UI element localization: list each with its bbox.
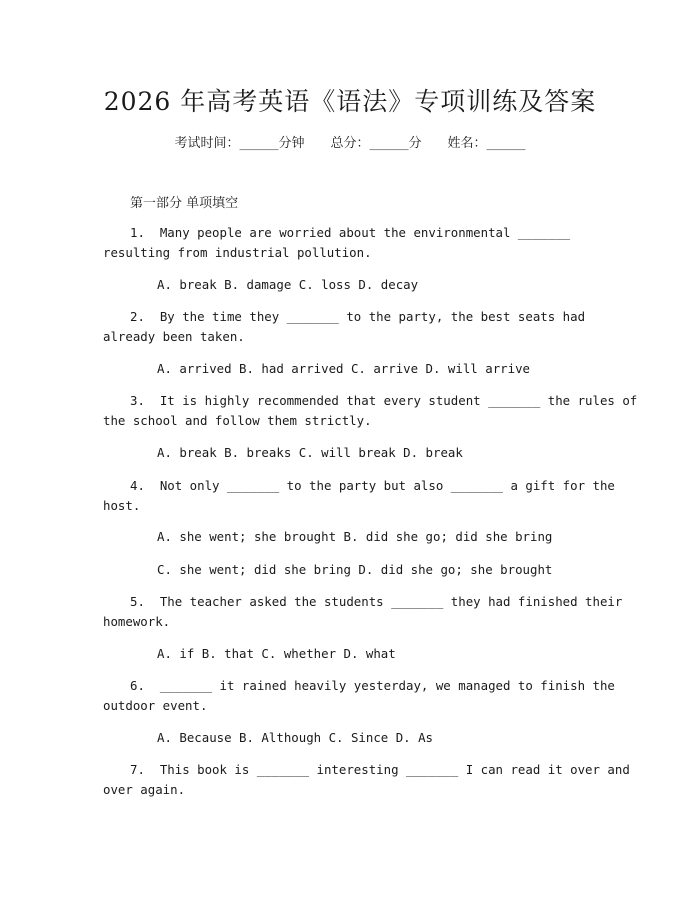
question-5-line-1: 5. The teacher asked the students _______ they had finished their: [130, 594, 623, 609]
score-blank: ______: [369, 136, 409, 151]
time-unit: 分钟: [278, 136, 305, 151]
name-blank: ______: [486, 136, 526, 151]
question-2-line-1: 2. By the time they _______ to the party, the best seats had: [130, 309, 586, 324]
question-2-line-2: already been taken.: [103, 329, 245, 344]
question-4-line-1: 4. Not only _______ to the party but also _______ a gift for the: [130, 478, 615, 493]
question-1-options: A. break B. damage C. loss D. decay: [157, 277, 419, 292]
question-4-options-2: C. she went; did she bring D. did she go; she brought: [157, 562, 553, 577]
time-blank: ______: [239, 136, 279, 151]
question-7-line-2: over again.: [103, 782, 186, 797]
question-6-options: A. Because B. Although C. Since D. As: [157, 730, 434, 745]
question-4-options-1: A. she went; she brought B. did she go; did she bring: [157, 529, 553, 544]
question-7-line-1: 7. This book is _______ interesting _______ I can read it over and: [130, 762, 630, 777]
question-5-options: A. if B. that C. whether D. what: [157, 646, 396, 661]
question-2-options: A. arrived B. had arrived C. arrive D. will arrive: [157, 361, 530, 376]
question-6-line-2: outdoor event.: [103, 698, 208, 713]
page-title: 2026 年高考英语《语法》专项训练及答案: [103, 87, 597, 116]
question-1-line-2: resulting from industrial pollution.: [103, 245, 372, 260]
time-label: 考试时间：: [174, 136, 240, 151]
question-3-line-2: the school and follow them strictly.: [103, 413, 372, 428]
name-label: 姓名：: [447, 136, 487, 151]
question-3-line-1: 3. It is highly recommended that every student _______ the rules of: [130, 393, 638, 408]
question-3-options: A. break B. breaks C. will break D. break: [157, 445, 463, 460]
question-1-line-1: 1. Many people are worried about the environmental _______: [130, 225, 571, 240]
question-4-line-2: host.: [103, 498, 141, 513]
exam-info-row: [0, 132, 700, 151]
question-5-line-2: homework.: [103, 614, 171, 629]
score-label: 总分：: [330, 136, 370, 151]
question-6-line-1: 6. _______ it rained heavily yesterday, we managed to finish the: [130, 678, 615, 693]
score-unit: 分: [408, 136, 422, 151]
section-title: 第一部分 单项填空: [130, 196, 239, 211]
